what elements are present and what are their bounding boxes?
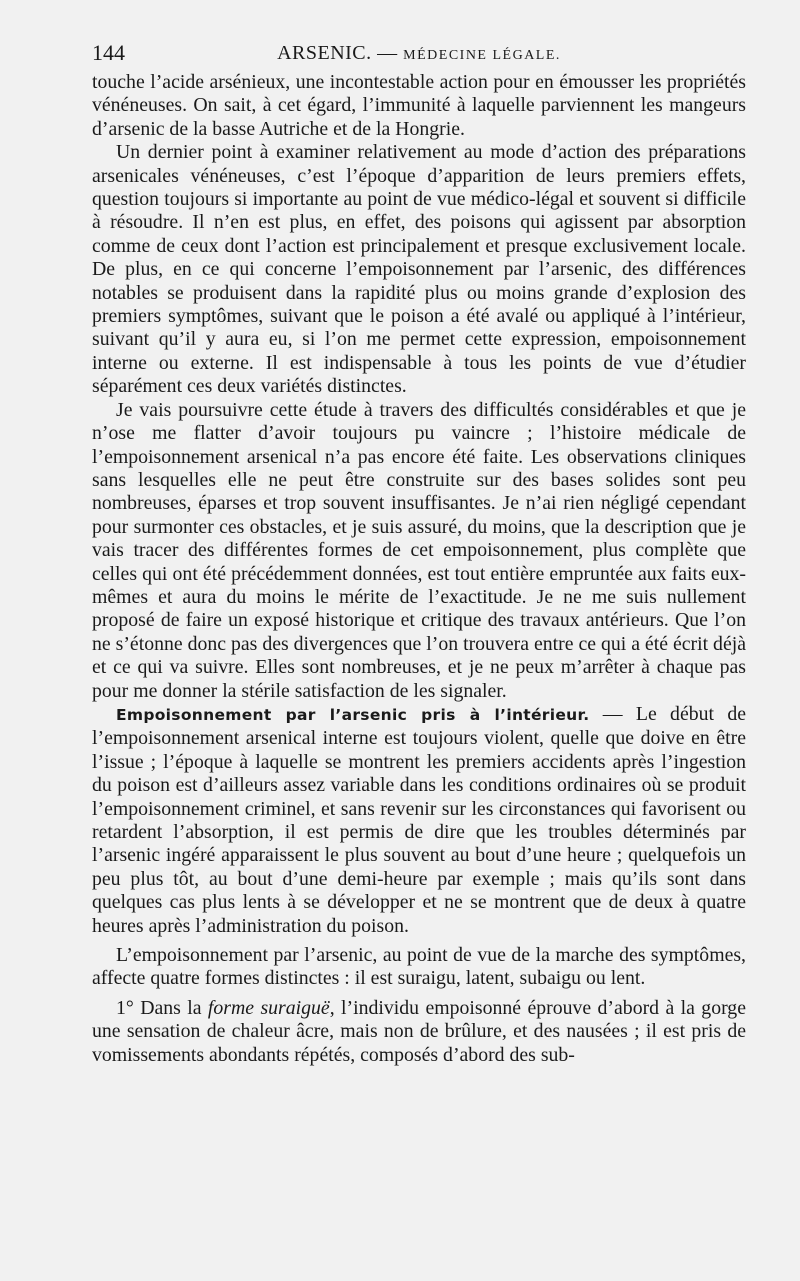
running-title-dash: — (371, 42, 404, 64)
paragraph: L’empoisonnement par l’arsenic, au point de vue de la marche des symptômes, affecte quatre formes distinctes : il est suraigu, latent, subaigu ou lent. (92, 944, 746, 990)
paragraph-form-list (92, 997, 746, 1067)
paragraph-continuation: touche l’acide arsénieux, une incontestable action pour en émousser les propriétés vénéneuses. On sait, à cet égard, l’immunité à laquelle parviennent les mangeurs d’arsenic de la basse Autriche et de la Hongrie. (92, 71, 746, 140)
form-name: forme suraiguë (207, 996, 330, 1019)
page-number: 144 (92, 40, 125, 65)
running-title-main: ARSENIC. (277, 42, 372, 64)
body-text (92, 71, 746, 1067)
paragraph: Je vais poursuivre cette étude à travers des difficultés considérables et que je n’ose me flatter d’avoir toujours pu vaincre ; l’histoire médicale de l’empoisonnement arsenical n’a pas encore été faite. Les observations cliniques sans lesquelles elle ne peut être construite sur des bases solides sont peu nombreuses, éparses et trop souvent insuffisantes. Je n’ai rien négligé cependant pour surmonter ces obstacles, et je suis assuré, du moins, que la description que je vais tracer des différentes formes de cet empoisonnement, plus complète que celles qui ont été précédemment données, est tout entière empruntée aux faits eux-mêmes et aura du moins le mérite de l’exactitude. Je ne me suis nullement proposé de faire un exposé historique et critique des travaux antérieurs. Que l’on ne s’étonne donc pas des divergences que l’on trouvera entre ce qui a été écrit déjà et ce qui va suivre. Elles sont nombreuses, et je ne peux m’arrêter à chaque pas pour me donner la stérile satisfaction de les signaler. (92, 398, 746, 702)
running-title (92, 36, 746, 73)
section-text: — Le début de l’empoisonnement arsenical interne est toujours violent, quelle que doive en être l’issue ; l’époque à laquelle se montrent les premiers accidents après l’ingestion du poison est d’ailleurs assez variable dans les conditions ordinaires où se produit l’empoisonnement criminel, et sans revenir sur les circonstances qui favorisent ou retardent l’absorption, il est permis de dire que les troubles déterminés par l’arsenic ingéré apparaissent le plus souvent au bout d’une heure ; quelquefois un peu plus tôt, au bout d’une demi-heure par exemple ; mais qu’ils sont dans quelques cas plus lents à se développer et ne se montrent que de deux à quatre heures après l’administration du poison. (92, 702, 746, 937)
running-header (92, 36, 746, 70)
paragraph: Un dernier point à examiner relativement au mode d’action des préparations arsenicales vénéneuses, c’est l’époque d’apparition de leurs premiers effets, question toujours si importante au point de vue médico-légal et souvent si difficile à résoudre. Il n’en est plus, en effet, des poisons qui agissent par absorption comme de ceux dont l’action est principalement et presque exclusivement locale. De plus, en ce qui concerne l’empoisonnement par l’arsenic, des différences notables se produisent dans la rapidité plus ou moins grande d’explosion des premiers symptômes, suivant que le poison a été avalé ou appliqué à l’intérieur, suivant qu’il y aura eu, si l’on me permet cette expression, empoisonnement interne ou externe. Il est indispensable à tous les points de vue d’étudier séparément ces deux variétés distinctes. (92, 141, 746, 398)
running-title-section: MÉDECINE LÉGALE. (403, 48, 561, 63)
list-text: , l’individu empoisonné éprouve d’abord à la gorge une sensation de chaleur âcre, mais non de brûlure, et des nausées ; il est pris de vomissements abondants répétés, composés d’abord des sub- (92, 996, 746, 1066)
section-heading: Empoisonnement par l’arsenic pris à l’intérieur. (116, 705, 590, 724)
list-lead: 1° Dans la (116, 996, 208, 1019)
paragraph-section (92, 703, 746, 938)
